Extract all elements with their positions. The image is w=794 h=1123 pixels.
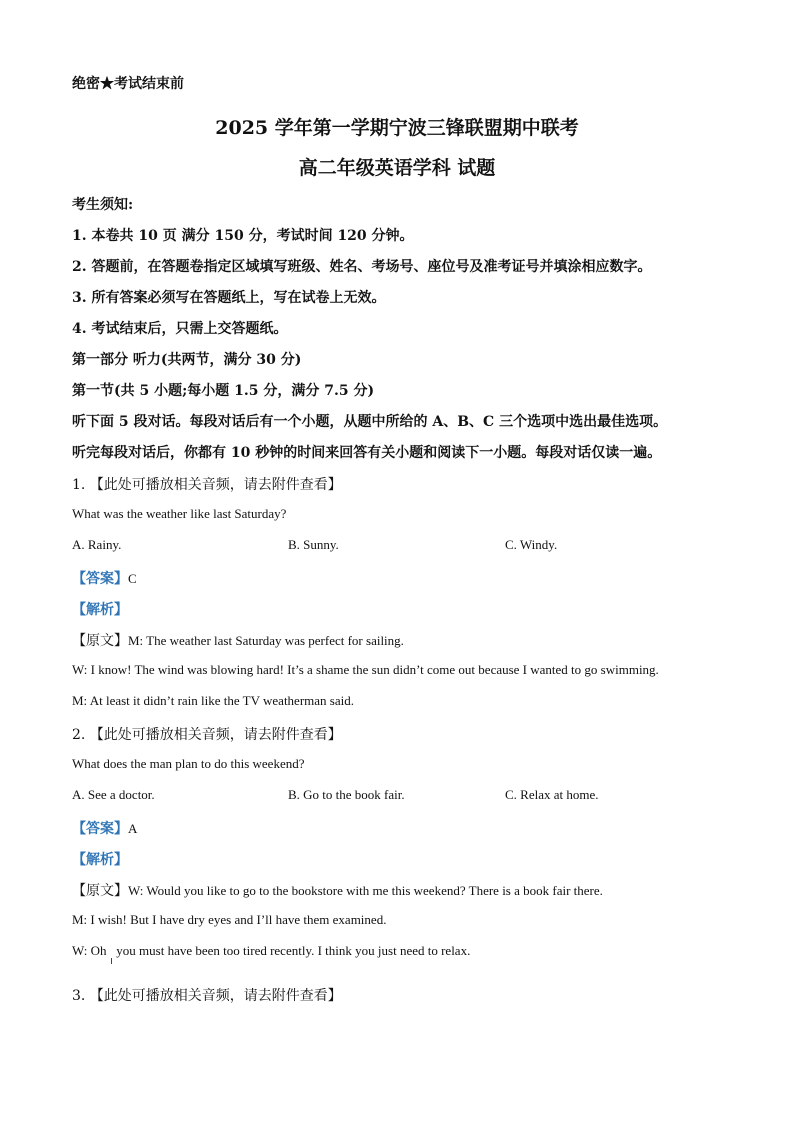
transcript-text: W: Would you like to go to the bookstore with me this weekend? There is a book fair there. [128,883,603,898]
question-2-option-b: B. Go to the book fair. [288,787,405,802]
question-1-audio[interactable]: 1. 【此处可播放相关音频，请去附件查看】 [72,477,342,493]
confidential-label: 绝密★考试结束前 [72,76,184,92]
question-1-transcript-1 [72,630,404,650]
question-1-answer [72,568,137,588]
section-sub-heading: 第一节(共 5 小题;每小题 1.5 分，满分 7.5 分) [72,383,375,399]
question-2-option-c: C. Relax at home. [505,787,599,802]
exam-title: 2025 学年第一学期宁波三锋联盟期中联考 [215,117,579,139]
question-2-answer [72,818,137,838]
question-1-option-a: A. Rainy. [72,537,122,552]
question-1-transcript-2: W: I know! The wind was blowing hard! It’s a shame the sun didn’t come out because I wanted to go swimming. [72,662,659,677]
question-2-transcript-2: M: I wish! But I have dry eyes and I’ll have them examined. [72,912,387,927]
note-item-3: 3. 所有答案必须写在答题纸上，写在试卷上无效。 [72,290,386,306]
question-2-text: What does the man plan to do this weekend? [72,756,305,771]
question-1-text: What was the weather like last Saturday? [72,506,287,521]
notes-heading: 考生须知: [72,197,134,213]
instruction-line-1: 听下面 5 段对话。每段对话后有一个小题，从题中所给的 A、B、C 三个选项中选出最佳选项。 [72,414,668,430]
comma-mark [111,958,112,964]
question-2-audio[interactable]: 2. 【此处可播放相关音频，请去附件查看】 [72,727,342,743]
analysis-tag: 【解析】 [72,852,128,868]
answer-tag: 【答案】 [72,571,128,587]
note-item-1: 1. 本卷共 10 页 满分 150 分，考试时间 120 分钟。 [72,228,414,244]
answer-tag: 【答案】 [72,821,128,837]
analysis-tag: 【解析】 [72,602,128,618]
question-1-option-c: C. Windy. [505,537,558,552]
question-2-analysis [72,849,128,869]
answer-value: C [128,571,137,586]
question-1-analysis [72,599,128,619]
question-2-option-a: A. See a doctor. [72,787,155,802]
original-tag: 【原文】 [72,883,128,899]
transcript-text: M: The weather last Saturday was perfect for sailing. [128,633,404,648]
question-2-transcript-1 [72,880,603,900]
section-part-heading: 第一部分 听力(共两节，满分 30 分) [72,352,302,368]
question-1-transcript-3: M: At least it didn’t rain like the TV weatherman said. [72,693,354,708]
question-3-audio[interactable]: 3. 【此处可播放相关音频，请去附件查看】 [72,988,342,1004]
note-item-4: 4. 考试结束后，只需上交答题纸。 [72,321,288,337]
answer-value: A [128,821,138,836]
question-2-transcript-3: W: Oh you must have been too tired recently. I think you just need to relax. [72,943,471,958]
original-tag: 【原文】 [72,633,128,649]
instruction-line-2: 听完每段对话后，你都有 10 秒钟的时间来回答有关小题和阅读下一小题。每段对话仅读一遍。 [72,445,662,461]
note-item-2: 2. 答题前，在答题卷指定区域填写班级、姓名、考场号、座位号及准考证号并填涂相应数字。 [72,259,652,275]
question-1-option-b: B. Sunny. [288,537,339,552]
exam-subtitle: 高二年级英语学科 试题 [298,157,496,179]
